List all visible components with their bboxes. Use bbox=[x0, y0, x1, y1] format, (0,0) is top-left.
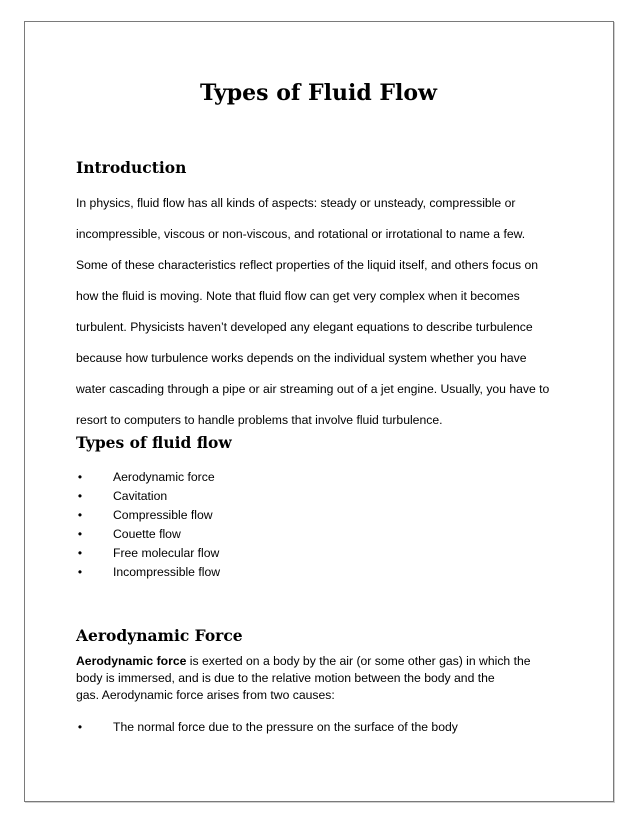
types-heading: Types of fluid flow bbox=[76, 433, 232, 452]
paragraph-line: gas. Aerodynamic force arises from two causes: bbox=[76, 688, 335, 702]
aerodynamic-heading: Aerodynamic Force bbox=[76, 626, 243, 645]
paragraph-line: because how turbulence works depends on the individual system whether you have bbox=[76, 351, 527, 365]
list-item-label: Free molecular flow bbox=[113, 546, 220, 560]
paragraph-line bbox=[76, 654, 531, 668]
bullet-icon: • bbox=[77, 720, 83, 734]
paragraph-line: how the fluid is moving. Note that fluid flow can get very complex when it becomes bbox=[76, 289, 520, 303]
bullet-icon: • bbox=[77, 489, 83, 503]
bullet-icon: • bbox=[77, 508, 83, 522]
paragraph-line: water cascading through a pipe or air streaming out of a jet engine. Usually, you have to bbox=[76, 382, 550, 396]
paragraph-line: turbulent. Physicists haven’t developed any elegant equations to describe turbulence bbox=[76, 320, 533, 334]
document-title: Types of Fluid Flow bbox=[200, 80, 437, 106]
paragraph-line: In physics, fluid flow has all kinds of aspects: steady or unsteady, compressible or bbox=[76, 196, 516, 210]
paragraph-line: Some of these characteristics reflect properties of the liquid itself, and others focus on bbox=[76, 258, 539, 272]
list-item-label: Cavitation bbox=[113, 489, 168, 503]
list-item-label: Compressible flow bbox=[113, 508, 213, 522]
bullet-icon: • bbox=[77, 565, 83, 579]
paragraph-line: resort to computers to handle problems that involve fluid turbulence. bbox=[76, 413, 443, 427]
bullet-icon: • bbox=[77, 527, 83, 541]
list-item-label: Incompressible flow bbox=[113, 565, 221, 579]
bullet-icon: • bbox=[77, 470, 83, 484]
list-item-label: The normal force due to the pressure on the surface of the body bbox=[113, 720, 458, 734]
paragraph-text: is exerted on a body by the air (or some other gas) in which the bbox=[186, 654, 531, 668]
paragraph-line: body is immersed, and is due to the relative motion between the body and the bbox=[76, 671, 495, 685]
introduction-heading: Introduction bbox=[76, 158, 187, 177]
bold-term: Aerodynamic force bbox=[76, 654, 187, 668]
paragraph-line: incompressible, viscous or non-viscous, and rotational or irrotational to name a few. bbox=[76, 227, 526, 241]
list-item-label: Couette flow bbox=[113, 527, 181, 541]
list-item-label: Aerodynamic force bbox=[113, 470, 215, 484]
bullet-icon: • bbox=[77, 546, 83, 560]
